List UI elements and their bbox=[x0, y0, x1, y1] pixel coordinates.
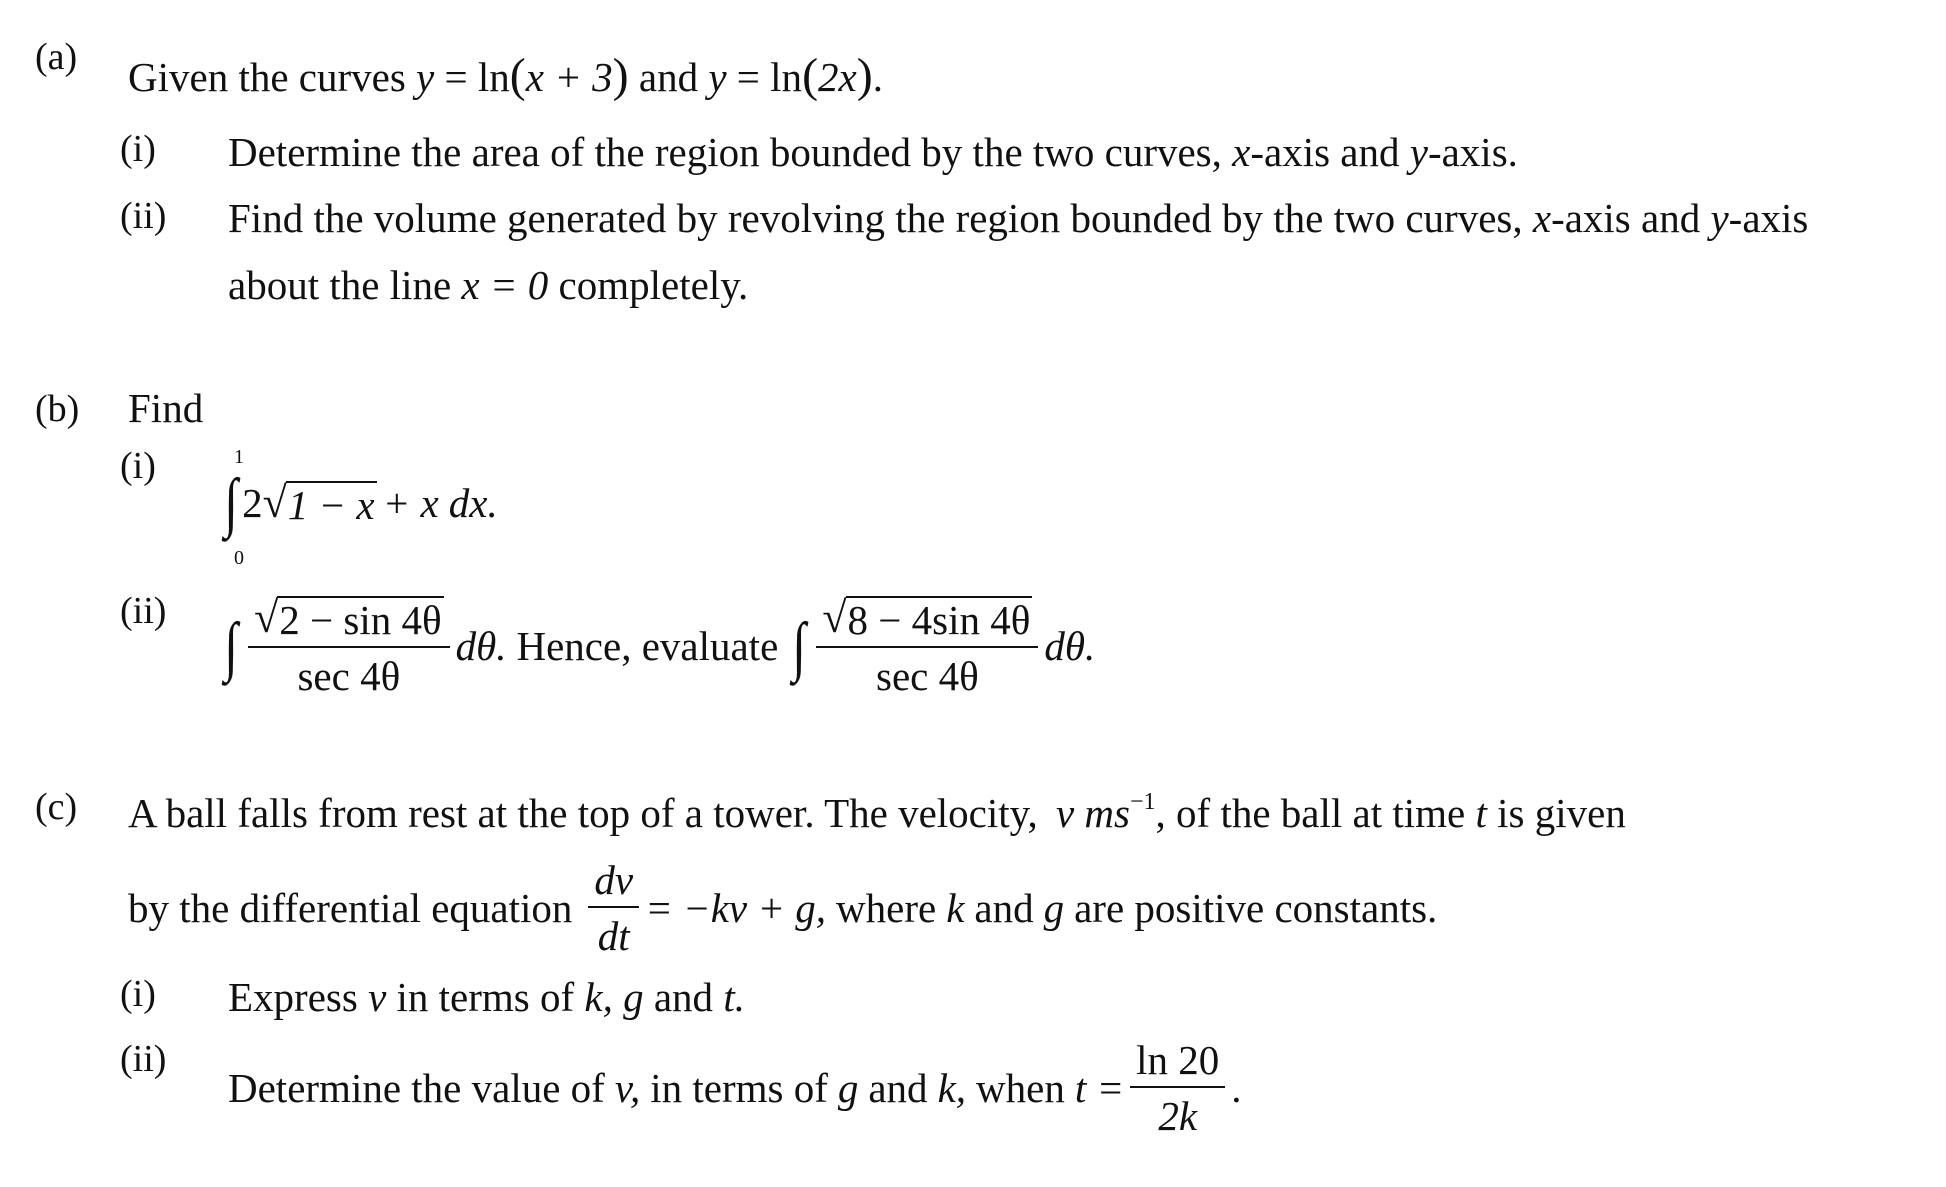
integrand-plus: + x bbox=[382, 479, 439, 526]
radical-icon: √ bbox=[822, 593, 847, 642]
var-y: y bbox=[1710, 195, 1729, 241]
dtheta-1: dθ. bbox=[455, 623, 507, 669]
fraction-1-numerator bbox=[248, 593, 450, 648]
part-a-and-text: and bbox=[638, 54, 699, 100]
part-b-find: Find bbox=[128, 385, 204, 431]
part-a-ii-line2b: completely. bbox=[558, 262, 749, 308]
curve2-fn: ln bbox=[770, 54, 803, 100]
part-c-ii-label: (ii) bbox=[120, 1038, 167, 1080]
var-y: y bbox=[1409, 129, 1428, 175]
ln20-over-2k-fraction bbox=[1130, 1037, 1225, 1139]
integral-sign-icon: ∫ bbox=[224, 466, 238, 539]
var-t: t bbox=[1475, 790, 1487, 836]
line-equation: x = 0 bbox=[461, 262, 549, 308]
var-x: x bbox=[1232, 129, 1251, 175]
part-c-line2-t3: and bbox=[974, 885, 1034, 931]
dv-dt-fraction bbox=[588, 857, 639, 959]
part-a-ii-label: (ii) bbox=[120, 195, 167, 237]
t-equals: t = bbox=[1074, 1065, 1125, 1111]
part-a-label: (a) bbox=[35, 36, 78, 78]
var-t: t. bbox=[723, 974, 745, 1020]
fraction-2-numerator bbox=[816, 593, 1038, 648]
radical-icon: √ bbox=[254, 593, 279, 642]
ln20-numerator: ln 20 bbox=[1130, 1040, 1225, 1088]
part-c-i-t1: Express bbox=[228, 974, 358, 1020]
var-x: x bbox=[1532, 195, 1552, 241]
part-a-end: . bbox=[872, 54, 883, 100]
integrand-coef: 2 bbox=[242, 479, 263, 526]
part-c-i-label: (i) bbox=[120, 973, 156, 1015]
var-k: k, bbox=[937, 1065, 967, 1111]
part-c-i-text bbox=[228, 974, 745, 1020]
var-k: k bbox=[946, 885, 965, 931]
var-g: g bbox=[1043, 885, 1065, 931]
curve2-arg: 2x bbox=[818, 54, 857, 100]
denominator-1: sec 4θ bbox=[297, 653, 401, 699]
part-c-line1-t1: A ball falls from rest at the top of a tower. The velocity, bbox=[128, 790, 1038, 836]
part-a-given-text: Given the curves bbox=[128, 54, 406, 100]
fraction-1 bbox=[248, 593, 450, 699]
unit-exponent: −1 bbox=[1130, 789, 1156, 815]
part-c-i-t2: in terms of bbox=[396, 974, 575, 1020]
curve1-eq: = bbox=[444, 54, 468, 100]
var-v: v bbox=[368, 974, 387, 1020]
part-c-ii-t4: when bbox=[976, 1065, 1065, 1111]
radical-icon: √ bbox=[262, 477, 287, 527]
part-c-line1 bbox=[128, 789, 1626, 836]
definite-integral bbox=[222, 466, 498, 539]
part-c-line2-t4: are positive constants. bbox=[1074, 885, 1438, 931]
hence-evaluate-text: Hence, evaluate bbox=[516, 623, 779, 669]
fraction-2 bbox=[816, 593, 1038, 699]
numerator-2: 8 − 4sin 4θ bbox=[847, 597, 1031, 643]
part-a-ii-t2: -axis and bbox=[1551, 195, 1701, 241]
paren-close: ) bbox=[856, 49, 873, 102]
dtheta-2: dθ. bbox=[1044, 623, 1096, 669]
part-c-ii-end: . bbox=[1231, 1065, 1242, 1111]
dx: dx. bbox=[448, 479, 498, 526]
var-g: g bbox=[837, 1065, 859, 1111]
part-b-i-label: (i) bbox=[120, 445, 156, 487]
curve1-lhs: y bbox=[416, 54, 435, 100]
part-c-i-t3: and bbox=[653, 974, 714, 1020]
part-c-line1-t3: is given bbox=[1497, 790, 1626, 836]
part-b-label: (b) bbox=[35, 388, 80, 430]
integral-sign-icon: ∫ bbox=[792, 609, 807, 683]
part-a-intro bbox=[128, 49, 883, 102]
part-c-line1-t2: , of the ball at time bbox=[1155, 790, 1466, 836]
denominator-2: sec 4θ bbox=[876, 653, 979, 699]
2k-denominator: 2k bbox=[1158, 1093, 1198, 1139]
part-c-label: (c) bbox=[35, 786, 78, 828]
part-a-ii-line2a: about the line bbox=[228, 262, 452, 308]
dt: dt bbox=[597, 913, 630, 959]
part-a-i-t3: -axis. bbox=[1427, 129, 1518, 175]
vars-k-g: k, g bbox=[584, 974, 644, 1020]
square-root bbox=[262, 477, 377, 528]
curve2-lhs: y bbox=[708, 54, 727, 100]
velocity-unit: v ms bbox=[1055, 790, 1130, 836]
part-c-line2 bbox=[128, 857, 1438, 959]
integral-upper-limit: 1 bbox=[234, 446, 244, 468]
part-a-ii-line2 bbox=[228, 262, 749, 308]
part-b-ii-label: (ii) bbox=[120, 590, 167, 632]
radicand: 1 − x bbox=[287, 481, 375, 528]
part-c-ii-t3: and bbox=[868, 1065, 928, 1111]
part-c-ii-text bbox=[228, 1037, 1242, 1139]
part-c-ii-t2: in terms of bbox=[650, 1065, 828, 1111]
curve2-eq: = bbox=[736, 54, 760, 100]
curve1-arg: x + 3 bbox=[525, 54, 613, 100]
var-v: v, bbox=[614, 1065, 641, 1111]
part-a-i-t2: -axis and bbox=[1250, 129, 1400, 175]
part-c-ii-t1: Determine the value of bbox=[228, 1065, 605, 1111]
part-c-line2-t2: where bbox=[836, 885, 937, 931]
dv: dv bbox=[588, 860, 639, 908]
numerator-1: 2 − sin 4θ bbox=[279, 597, 442, 643]
curve1-fn: ln bbox=[477, 54, 510, 100]
part-a-i-text bbox=[228, 129, 1518, 175]
part-a-ii-text bbox=[228, 195, 1809, 241]
de-rhs: = −kv + g, bbox=[645, 885, 827, 931]
part-a-i-t1: Determine the area of the region bounded by the two curves, bbox=[228, 129, 1222, 175]
part-a-i-label: (i) bbox=[120, 128, 156, 170]
part-a-ii-t3: -axis bbox=[1728, 195, 1809, 241]
paren-open: ( bbox=[802, 49, 819, 102]
integral-sign-icon: ∫ bbox=[224, 609, 238, 683]
part-a-ii-t1: Find the volume generated by revolving the region bounded by the two curves, bbox=[228, 195, 1523, 241]
indefinite-integral-expression bbox=[222, 593, 1096, 699]
paren-close: ) bbox=[612, 49, 629, 102]
paren-open: ( bbox=[509, 49, 526, 102]
integral-lower-limit: 0 bbox=[234, 547, 244, 569]
part-c-line2-t1: by the differential equation bbox=[128, 885, 573, 931]
